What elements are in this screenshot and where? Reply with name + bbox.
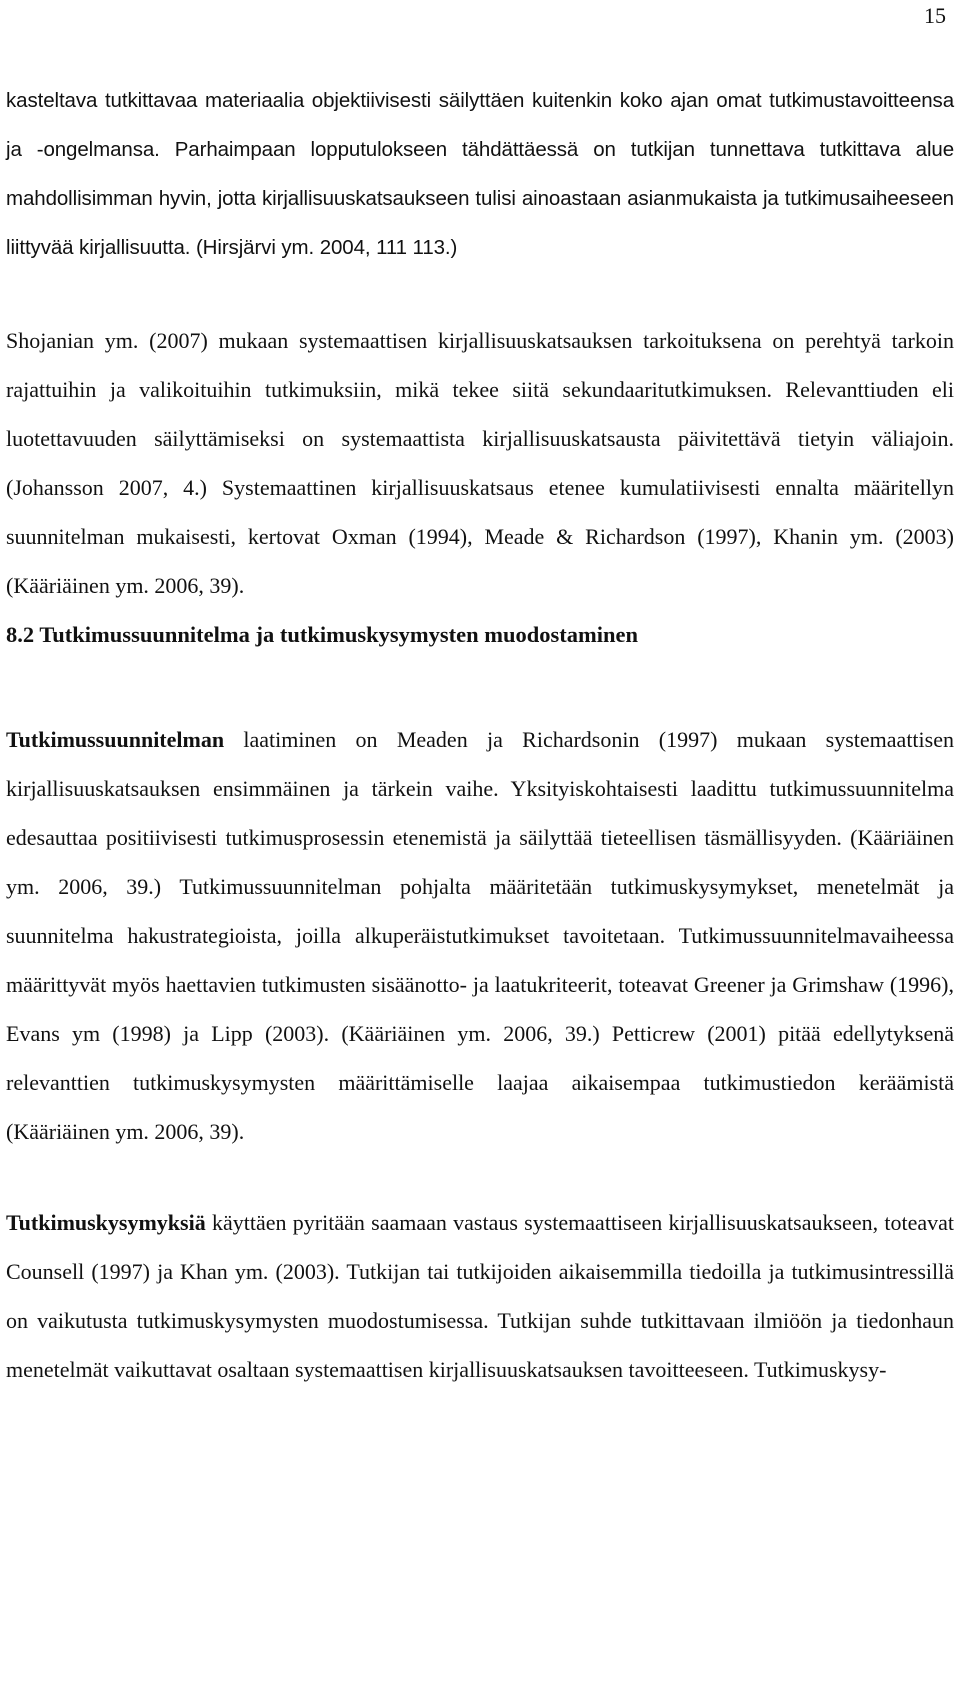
paragraph-3-text: laatiminen on Meaden ja Richardsonin (1997) mukaan systemaattisen kirjallisuuskatsauksen ensimmäinen ja tärkein vaihe. Yksityiskohtaisesti laadittu tutkimussuunnitelma edesauttaa positiivisesti tutkimusprosessin etenemistä ja säilyttää tieteellisen täsmällisyyden. (Kääriäinen ym. 2006, 39.) Tutkimussuunnitelman pohjalta määritetään tutkimuskysymykset, menetelmät ja suunnitelma hakustrategioista, joilla alkuperäistutkimukset tavoitetaan. Tutkimussuunnitelmavaiheessa määrittyvät myös haettavien tutkimusten sisäänotto- ja laatukriteerit, toteavat Greener ja Grimshaw (1996), Evans ym (1998) ja Lipp (2003). (Kääriäinen ym. 2006, 39.) Petticrew (2001) pitää edellytyksenä relevanttien tutkimuskysymysten määrittämiselle laajaa aikaisempaa tutkimustiedon keräämistä (Kääriäinen ym. 2006, 39). [6, 727, 954, 1144]
document-body [6, 76, 954, 1394]
paragraph-1: kasteltava tutkittavaa materiaalia objektiivisesti säilyttäen kuitenkin koko ajan omat tutkimustavoitteensa ja -ongelmansa. Parhaimpaan lopputulokseen tähdättäessä on tutkijan tunnettava tutkittava alue mahdollisimman hyvin, jotta kirjallisuuskatsaukseen tulisi ainoastaan asianmukaista ja tutkimusaiheeseen liittyvää kirjallisuutta. (Hirsjärvi ym. 2004, 111 113.) [6, 89, 954, 259]
paragraph-3 [6, 715, 954, 1156]
section-heading: 8.2 Tutkimussuunnitelma ja tutkimuskysymysten muodostaminen [6, 622, 639, 647]
page-number: 15 [924, 3, 946, 28]
paragraph-3-lead-term: Tutkimussuunnitelman [6, 727, 225, 752]
paragraph-4-lead-term: Tutkimuskysymyksiä [6, 1210, 206, 1235]
paragraph-2: Shojanian ym. (2007) mukaan systemaattisen kirjallisuuskatsauksen tarkoituksena on perehtyä tarkoin rajattuihin ja valikoituihin tutkimuksiin, mikä tekee siitä sekundaaritutkimuksen. Relevanttiuden eli luotettavuuden säilyttämiseksi on systemaattista kirjallisuuskatsausta päivitettävä tietyin väliajoin. (Johansson 2007, 4.) Systemaattinen kirjallisuuskatsaus etenee kumulatiivisesti ennalta määritellyn suunnitelman mukaisesti, kertovat Oxman (1994), Meade & Richardson (1997), Khanin ym. (2003) (Kääriäinen ym. 2006, 39). [6, 328, 954, 598]
paragraph-4-text: käyttäen pyritään saamaan vastaus systemaattiseen kirjallisuuskatsaukseen, toteavat Counsell (1997) ja Khan ym. (2003). Tutkijan tai tutkijoiden aikaisemmilla tiedoilla ja tutkimusintressillä on vaikutusta tutkimuskysymysten muodostumisessa. Tutkijan suhde tutkittavaan ilmiöön ja tiedonhaun menetelmät vaikuttavat osaltaan systemaattisen kirjallisuuskatsauksen tavoitteeseen. Tutkimuskysy- [6, 1210, 954, 1382]
paragraph-4 [6, 1198, 954, 1394]
